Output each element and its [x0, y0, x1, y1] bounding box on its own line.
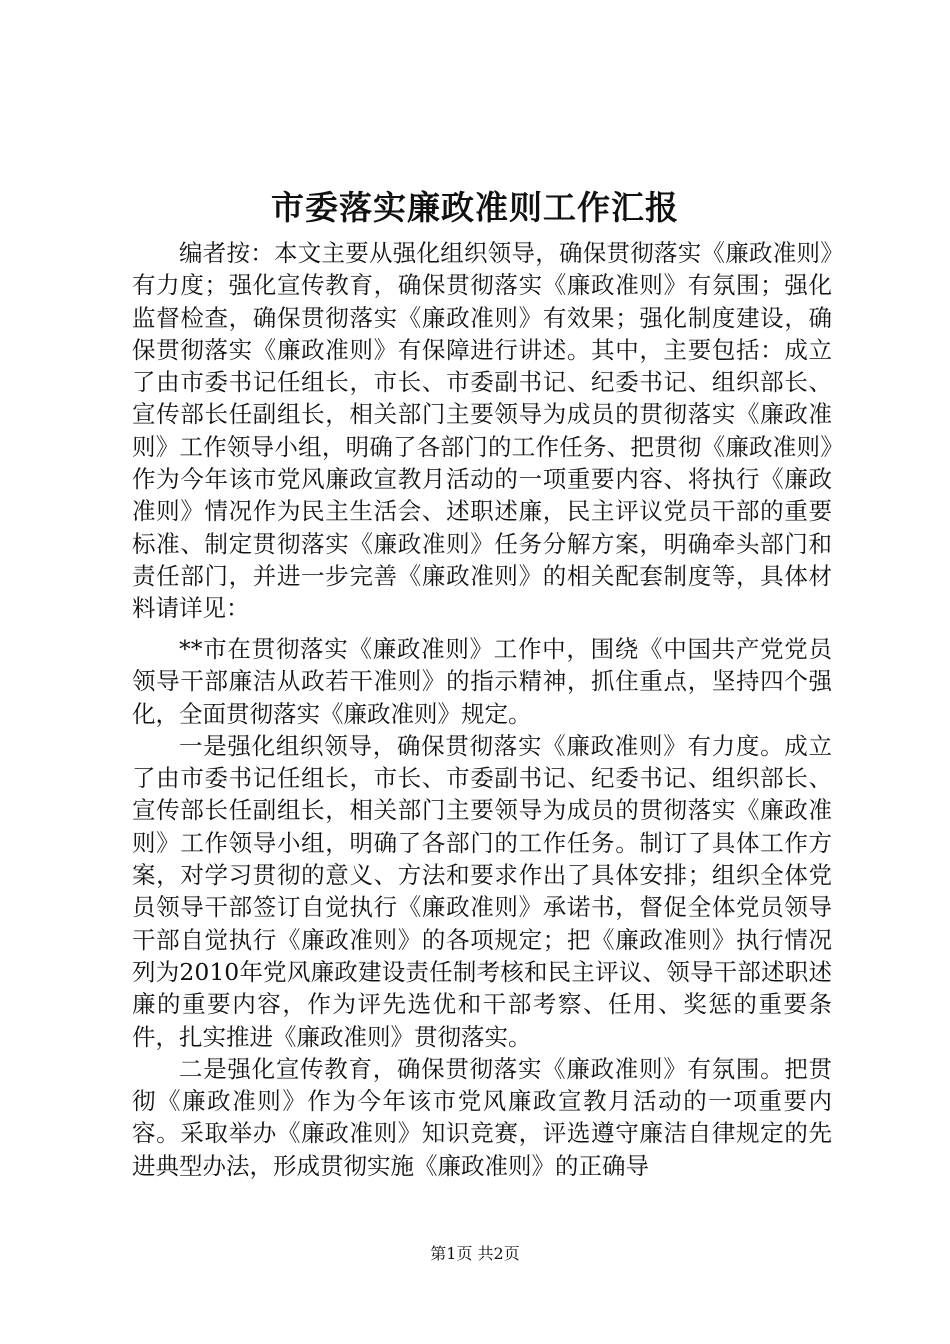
editor-note — [132, 237, 832, 625]
document-body — [132, 633, 832, 1182]
editor-note-paragraph: 编者按：本文主要从强化组织领导，确保贯彻落实《廉政准则》有力度；强化宣传教育，确保贯彻落实《廉政准则》有氛围；强化监督检查，确保贯彻落实《廉政准则》有效果；强化制度建设，确保贯彻落实《廉政准则》有保障进行讲述。其中，主要包括：成立了由市委书记任组长，市长、市委副书记、纪委书记、组织部长、宣传部长任副组长，相关部门主要领导为成员的贯彻落实《廉政准则》工作领导小组，明确了各部门的工作任务、把贯彻《廉政准则》作为今年该市党风廉政宣教月活动的一项重要内容、将执行《廉政准则》情况作为民主生活会、述职述廉，民主评议党员干部的重要标准、制定贯彻落实《廉政准则》任务分解方案，明确牵头部门和责任部门，并进一步完善《廉政准则》的相关配套制度等，具体材料请详见： — [132, 239, 832, 623]
page-number-footer: 第1页 共2页 — [430, 1244, 520, 1263]
document-title: 市委落实廉政准则工作汇报 — [271, 188, 679, 227]
body-paragraph-intro: **市在贯彻落实《廉政准则》工作中，围绕《中国共产党党员领导干部廉洁从政若干准则》的指示精神，抓住重点，坚持四个强化，全面贯彻落实《廉政准则》规定。 — [132, 635, 832, 728]
body-paragraph-organization: 一是强化组织领导，确保贯彻落实《廉政准则》有力度。成立了由市委书记任组长，市长、市委副书记、纪委书记、组织部长、宣传部长任副组长，相关部门主要领导为成员的贯彻落实《廉政准则》工作领导小组，明确了各部门的工作任务。制订了具体工作方案，对学习贯彻的意义、方法和要求作出了具体安排；组织全体党员领导干部签订自觉执行《廉政准则》承诺书，督促全体党员领导干部自觉执行《廉政准则》的各项规定；把《廉政准则》执行情况列为2010年党风廉政建设责任制考核和民主评议、领导干部述职述廉的重要内容，作为评先选优和干部考察、任用、奖惩的重要条件，扎实推进《廉政准则》贯彻落实。 — [132, 731, 832, 1051]
body-paragraph-publicity: 二是强化宣传教育，确保贯彻落实《廉政准则》有氛围。把贯彻《廉政准则》作为今年该市党风廉政宣教月活动的一项重要内容。采取举办《廉政准则》知识竞赛，评选遵守廉洁自律规定的先进典型办法，形成贯彻实施《廉政准则》的正确导 — [132, 1054, 832, 1180]
